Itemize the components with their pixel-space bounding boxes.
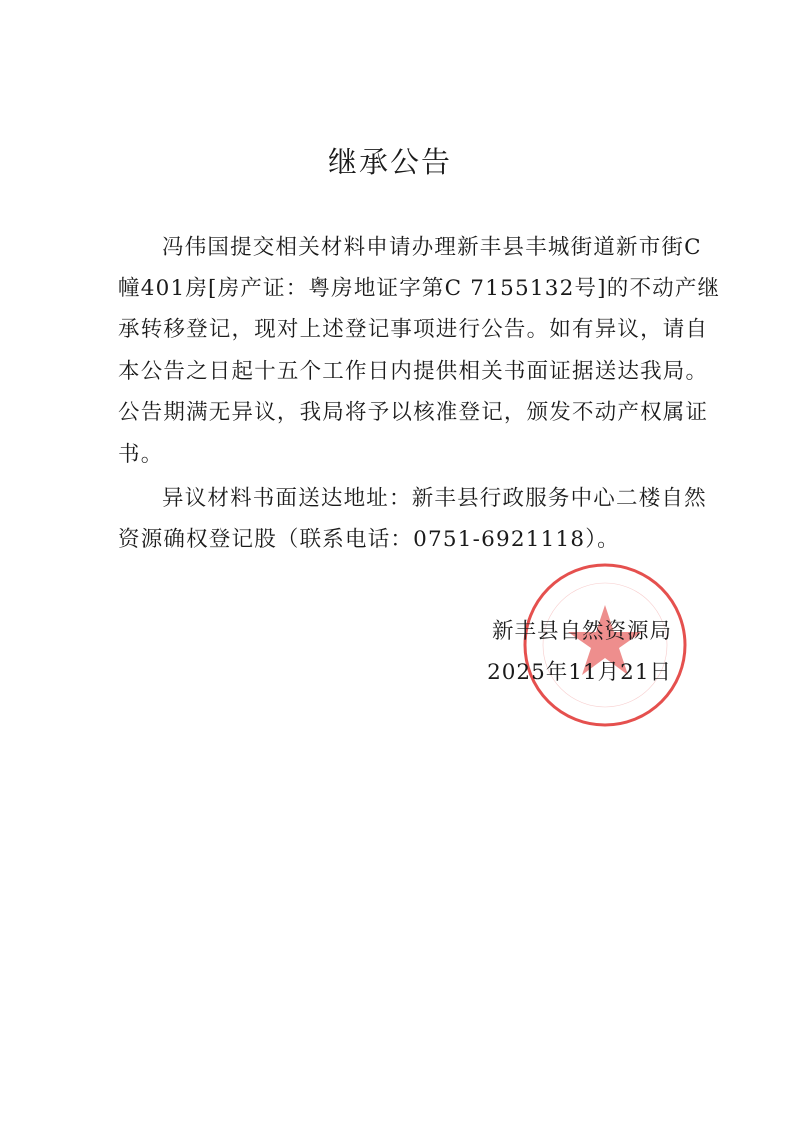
body-line: 幢401房[房产证：粤房地证字第C 7155132号]的不动产继 xyxy=(118,276,721,301)
issuing-organization: 新丰县自然资源局 xyxy=(491,619,672,644)
body-line: 公告期满无异议，我局将予以核准登记，颁发不动产权属证 xyxy=(118,400,709,425)
body-line: 承转移登记，现对上述登记事项进行公告。如有异议，请自 xyxy=(118,317,709,342)
body-line: 书。 xyxy=(118,442,164,467)
issue-date: 2025年11月21日 xyxy=(487,660,672,685)
body-line: 资源确权登记股（联系电话：0751-6921118）。 xyxy=(118,527,620,552)
body-line: 本公告之日起十五个工作日内提供相关书面证据送达我局。 xyxy=(118,359,709,384)
body-line: 冯伟国提交相关材料申请办理新丰县丰城街道新市街C xyxy=(162,235,702,260)
document-title: 继承公告 xyxy=(327,145,452,179)
body-line: 异议材料书面送达地址：新丰县行政服务中心二楼自然 xyxy=(162,486,707,511)
official-seal xyxy=(520,560,690,730)
